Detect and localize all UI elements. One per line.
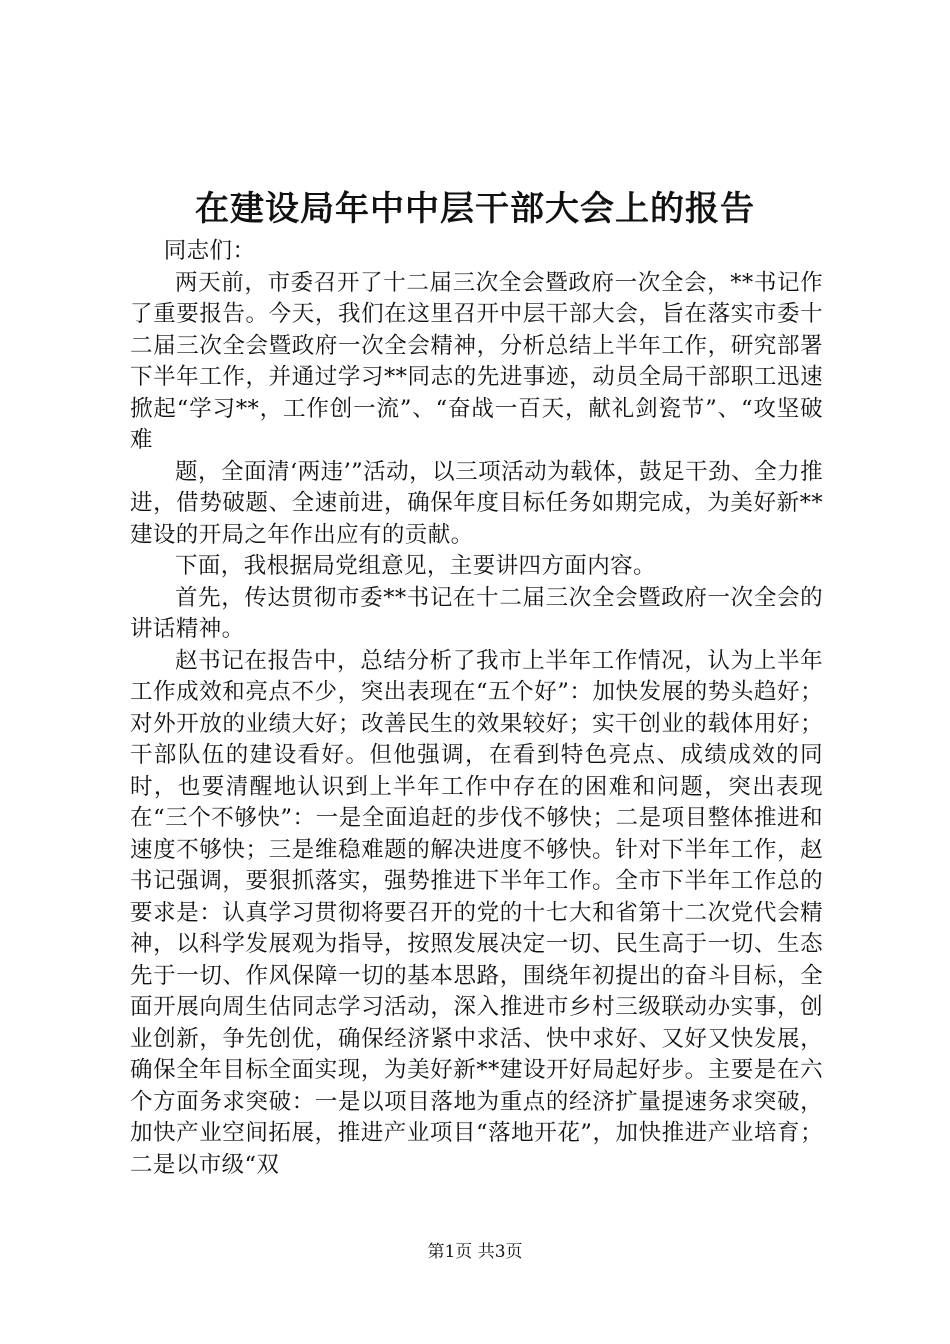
page-number-footer: 第1页 共3页 xyxy=(427,1242,523,1262)
salutation-paragraph: 同志们： xyxy=(163,238,256,264)
body-paragraph: 下面，我根据局党组意见，主要讲四方面内容。 xyxy=(175,553,656,579)
body-paragraph: 首先，传达贯彻市委**书记在十二届三次全会暨政府一次全会的讲话精神。 xyxy=(130,584,823,642)
document-body xyxy=(130,236,823,1181)
body-paragraph: 赵书记在报告中，总结分析了我市上半年工作情况，认为上半年工作成效和亮点不少，突出表现在“五个好”：加快发展的势头趋好；对外开放的业绩大好；改善民生的效果较好；实干创业的载体用好；干部队伍的建设看好。但他强调，在看到特色亮点、成绩成效的同时，也要清醒地认识到上半年工作中存在的困难和问题，突出表现在“三个不够快”：一是全面追赶的步伐不够快；二是项目整体推进和速度不够快；三是维稳难题的解决进度不够快。针对下半年工作，赵书记强调，要狠抓落实，强势推进下半年工作。全市下半年工作总的要求是：认真学习贯彻将要召开的党的十七大和省第十二次党代会精神，以科学发展观为指导，按照发展决定一切、民生高于一切、生态先于一切、作风保障一切的基本思路，围绕年初提出的奋斗目标，全面开展向周生估同志学习活动，深入推进市乡村三级联动办实事，创业创新，争先创优，确保经济紧中求活、快中求好、又好又快发展，确保全年目标全面实现，为美好新**建设开好局起好步。主要是在六个方面务求突破：一是以项目落地为重点的经济扩量提速务求突破，加快产业空间拓展，推进产业项目“落地开花”，加快推进产业培育；二是以市级“双 xyxy=(130,647,823,1178)
document-title: 在建设局年中中层干部大会上的报告 xyxy=(195,189,755,229)
body-paragraph: 题，全面清‘两违’”活动，以三项活动为载体，鼓足干劲、全力推进，借势破题、全速前进，确保年度目标任务如期完成，为美好新**建设的开局之年作出应有的贡献。 xyxy=(130,458,823,548)
body-paragraph: 两天前，市委召开了十二届三次全会暨政府一次全会，**书记作了重要报告。今天，我们在这里召开中层干部大会，旨在落实市委十二届三次全会暨政府一次全会精神，分析总结上半年工作，研究部署下半年工作，并通过学习**同志的先进事迹，动员全局干部职工迅速掀起“学习**，工作创一流”、“奋战一百天，献礼剑瓷节”、“攻坚破难 xyxy=(130,269,823,453)
